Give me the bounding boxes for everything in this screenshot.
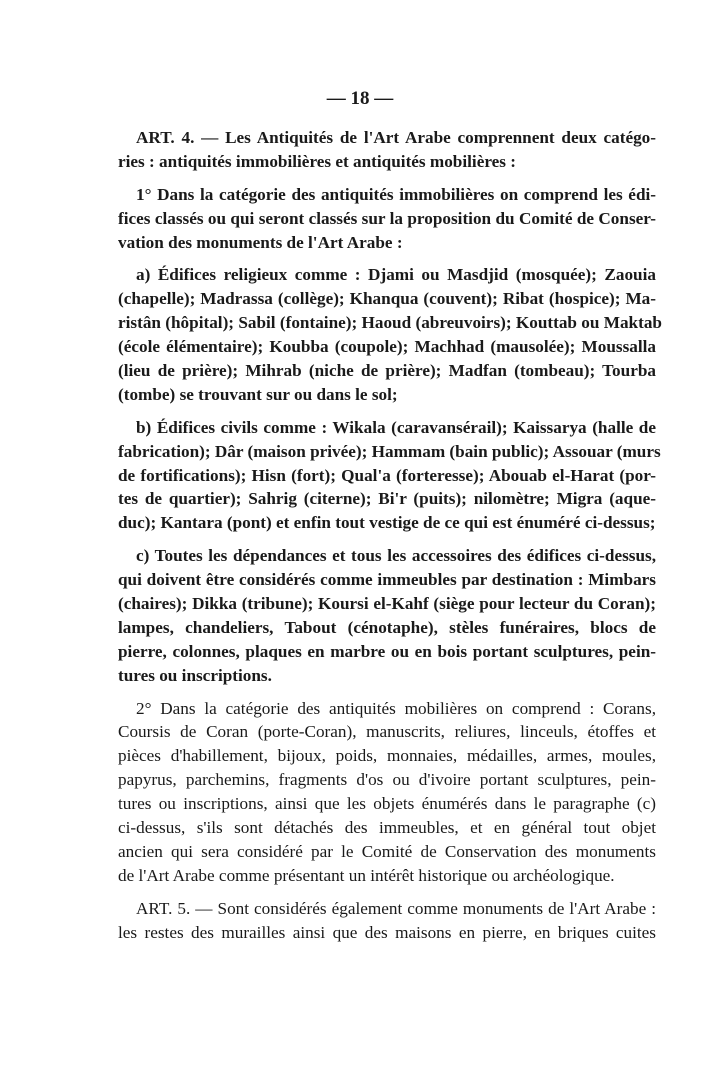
text-line: tures ou inscriptions, ainsi que les objets énumérés dans le paragraphe (c) [118,794,656,814]
paragraph-item-c [118,544,656,687]
text-line: duc); Kantara (pont) et enfin tout vestige de ce qui est énuméré ci-dessus; [118,513,656,533]
text-line: de fortifications); Hisn (fort); Qual'a (forteresse); Abouab el-Harat (por- [118,465,656,485]
text-line: b) Édifices civils comme : Wikala (caravansérail); Kaissarya (halle de [136,417,656,437]
text-line: pierre, colonnes, plaques en marbre ou en bois portant sculptures, pein- [118,641,656,661]
text-line: papyrus, parchemins, fragments d'os ou d'ivoire portant sculptures, pein- [118,770,656,790]
paragraph-art-4 [118,126,656,174]
text-line: ci-dessus, s'ils sont détachés des immeubles, et en général tout objet [118,818,656,838]
text-line: 2° Dans la catégorie des antiquités mobilières on comprend : Corans, [136,698,656,718]
text-line: a) Édifices religieux comme : Djami ou Masdjid (mosquée); Zaouia [136,265,656,285]
text-line: tes de quartier); Sahrig (citerne); Bi'r (puits); nilomètre; Migra (aque- [118,489,656,509]
text-line: (chaires); Dikka (tribune); Koursi el-Kahf (siège pour lecteur du Coran); [118,594,656,614]
paragraph-section-1 [118,183,656,255]
text-line: lampes, chandeliers, Tabout (cénotaphe), stèles funéraires, blocs de [118,617,656,637]
text-line: c) Toutes les dépendances et tous les accessoires des édifices ci-dessus, [136,546,656,566]
text-line: fices classés ou qui seront classés sur la proposition du Comité de Conser- [118,208,656,228]
text-line: ART. 4. — Les Antiquités de l'Art Arabe comprennent deux catégo- [136,128,656,147]
text-line: de l'Art Arabe comme présentant un intérêt historique ou archéologique. [118,865,615,885]
paragraph-section-2 [118,697,656,888]
text-line: vation des monuments de l'Art Arabe : [118,232,403,252]
text-line: tures ou inscriptions. [118,665,272,685]
text-line: (école élémentaire); Koubba (coupole); Machhad (mausolée); Moussalla [118,337,656,357]
text-line: ART. 5. — Sont considérés également comme monuments de l'Art Arabe : [136,898,656,918]
text-line: (lieu de prière); Mihrab (niche de prière); Madfan (tombeau); Tourba [118,361,656,381]
text-line: Coursis de Coran (porte-Coran), manuscrits, reliures, linceuls, étoffes et [118,722,656,742]
text-line: pièces d'habillement, bijoux, poids, monnaies, médailles, armes, moules, [118,746,656,766]
paragraph-item-b [118,416,661,535]
text-line: ancien qui sera considéré par le Comité de Conservation des monuments [118,841,656,861]
paragraph-art-5 [118,897,656,945]
text-line: fabrication); Dâr (maison privée); Hammam (bain public); Assouar (murs [118,441,661,461]
text-line: ristân (hôpital); Sabil (fontaine); Haoud (abreuvoirs); Kouttab ou Maktab [118,313,662,333]
text-line: (tombe) se trouvant sur ou dans le sol; [118,384,398,404]
text-line: (chapelle); Madrassa (collège); Khanqua (couvent); Ribat (hospice); Ma- [118,289,656,309]
document-body [118,126,662,954]
text-line: 1° Dans la catégorie des antiquités immobilières on comprend les édi- [136,184,656,204]
page-number: — 18 — [326,88,394,109]
text-line: ries : antiquités immobilières et antiquités mobilières : [118,151,516,171]
paragraph-item-a [118,263,662,406]
text-line: qui doivent être considérés comme immeubles par destination : Mimbars [118,570,656,590]
text-line: les restes des murailles ainsi que des maisons en pierre, en briques cuites [118,922,656,942]
